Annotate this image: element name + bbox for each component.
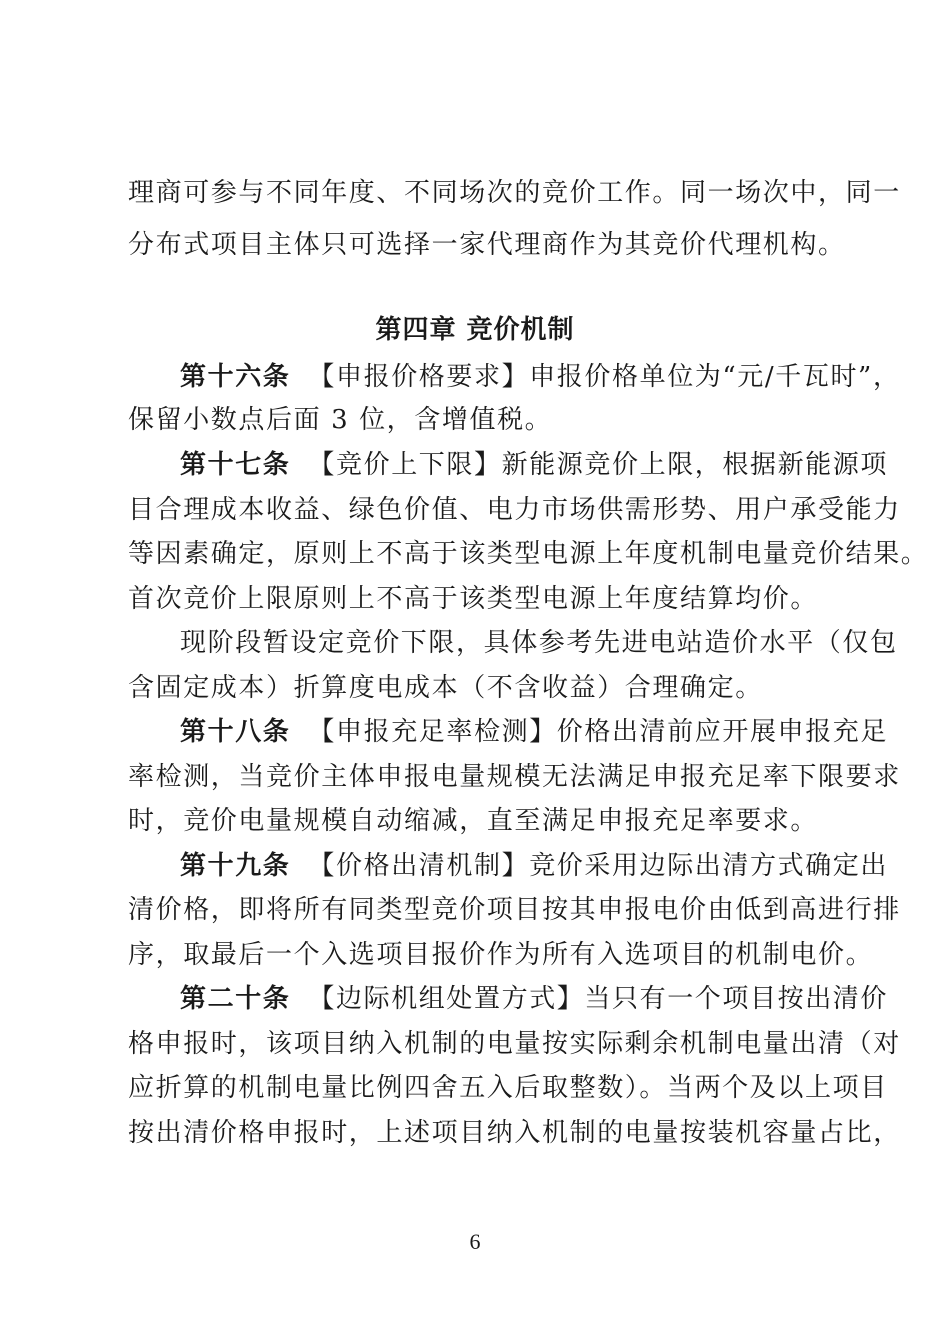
paragraph-line: 时，竞价电量规模自动缩减，直至满足申报充足率要求。 — [128, 806, 819, 836]
paragraph-line: 分布式项目主体只可选择一家代理商作为其竞价代理机构。 — [128, 230, 846, 260]
chapter-heading: 第四章 竞价机制 — [375, 315, 575, 345]
article-19-line-1 — [180, 849, 889, 883]
paragraph-line: 理商可参与不同年度、不同场次的竞价工作。同一场次中，同一 — [128, 178, 901, 208]
article-16-text: 【申报价格要求】申报价格单位为“元/千瓦时”， — [308, 362, 901, 392]
article-20-line-1 — [180, 982, 889, 1016]
paragraph-line: 率检测，当竞价主体申报电量规模无法满足申报充足率下限要求 — [128, 762, 901, 792]
paragraph-line: 首次竞价上限原则上不高于该类型电源上年度结算均价。 — [128, 584, 819, 614]
paragraph-line: 格申报时，该项目纳入机制的电量按实际剩余机制电量出清（对 — [128, 1029, 901, 1059]
article-17-line-1 — [180, 448, 889, 482]
paragraph-line: 含固定成本）折算度电成本（不含收益）合理确定。 — [128, 673, 763, 703]
article-16-label: 第十六条 — [180, 362, 291, 392]
article-18-label: 第十八条 — [180, 717, 291, 747]
page-number: 6 — [469, 1229, 481, 1254]
article-20-text: 【边际机组处置方式】当只有一个项目按出清价 — [308, 984, 889, 1014]
paragraph-line: 清价格，即将所有同类型竞价项目按其申报电价由低到高进行排 — [128, 895, 901, 925]
article-19-label: 第十九条 — [180, 851, 291, 881]
article-18-line-1 — [180, 715, 889, 749]
paragraph-line: 现阶段暂设定竞价下限，具体参考先进电站造价水平（仅包 — [180, 628, 898, 658]
paragraph-line: 应折算的机制电量比例四舍五入后取整数）。当两个及以上项目 — [128, 1073, 888, 1103]
paragraph-line: 等因素确定，原则上不高于该类型电源上年度机制电量竞价结果。 — [128, 539, 929, 569]
paragraph-line: 序，取最后一个入选项目报价作为所有入选项目的机制电价。 — [128, 940, 874, 970]
article-17-label: 第十七条 — [180, 450, 291, 480]
article-17-text: 【竞价上下限】新能源竞价上限，根据新能源项 — [308, 450, 889, 480]
article-18-text: 【申报充足率检测】价格出清前应开展申报充足 — [308, 717, 889, 747]
paragraph-line: 保留小数点后面 3 位，含增值税。 — [128, 405, 553, 435]
paragraph-line: 目合理成本收益、绿色价值、电力市场供需形势、用户承受能力 — [128, 495, 901, 525]
article-16-line-1 — [180, 360, 901, 394]
paragraph-line: 按出清价格申报时，上述项目纳入机制的电量按装机容量占比， — [128, 1118, 901, 1148]
article-19-text: 【价格出清机制】竞价采用边际出清方式确定出 — [308, 851, 889, 881]
article-20-label: 第二十条 — [180, 984, 291, 1014]
